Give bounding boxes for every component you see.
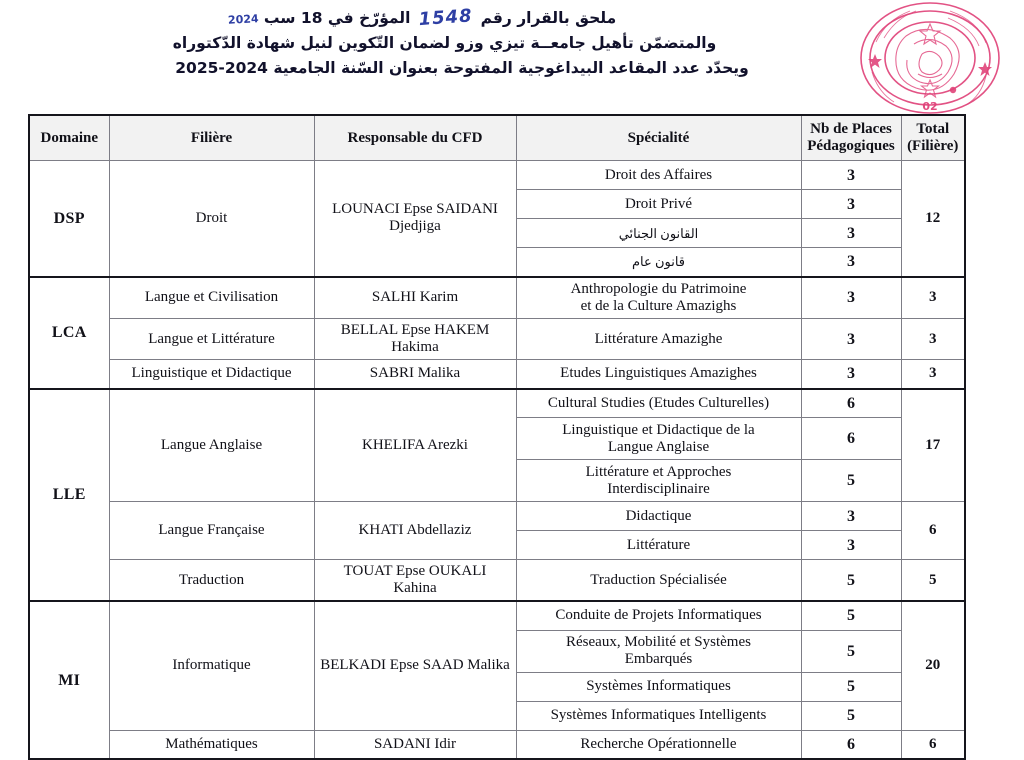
cell-total: 5	[901, 560, 965, 602]
col-header-places-line1: Nb de Places	[810, 121, 892, 137]
table-row	[29, 601, 965, 630]
cell-total: 3	[901, 277, 965, 319]
cell-places: 6	[801, 418, 901, 460]
cell-domaine: DSP	[29, 161, 109, 277]
responsable-line1: BELLAL Epse HAKEM	[340, 322, 490, 338]
cell-specialite: Systèmes Informatiques Intelligents	[516, 701, 801, 730]
table-header-row	[29, 115, 965, 161]
cell-total: 6	[901, 730, 965, 759]
decree-seats-line: ويحدّد عدد المقاعد البيداغوجية المفتوحة بعنوان السّنة الجامعية 2024-2025	[175, 59, 749, 77]
decree-year-handwritten: 2024	[227, 12, 259, 27]
specialite-line2: Langue Anglaise	[607, 438, 710, 455]
table-row	[29, 360, 965, 389]
responsable-line2: Kahina	[393, 580, 437, 596]
responsable-line1: KHELIFA Arezki	[362, 436, 468, 453]
cell-responsable	[314, 730, 516, 759]
cell-total: 12	[901, 161, 965, 277]
decree-prefix-text: ملحق بالقرار رقم	[480, 9, 617, 27]
cell-places: 5	[801, 460, 901, 502]
cell-places: 3	[801, 360, 901, 389]
responsable-line1: SADANI Idir	[373, 735, 457, 752]
pedagogical-seats-table	[28, 114, 966, 760]
table-row	[29, 161, 965, 190]
cell-filiere: Droit	[109, 161, 314, 277]
cell-specialite	[516, 418, 801, 460]
col-header-domaine: Domaine	[29, 115, 109, 161]
table-body	[29, 161, 965, 760]
specialite-line2: et de la Culture Amazighs	[580, 297, 737, 314]
cell-filiere: Langue Française	[109, 502, 314, 560]
cell-specialite: Droit Privé	[516, 190, 801, 219]
cell-specialite: القانون الجنائي	[516, 219, 801, 248]
table-row	[29, 560, 965, 602]
cell-domaine: LCA	[29, 277, 109, 389]
cell-filiere: Informatique	[109, 601, 314, 730]
cell-responsable	[314, 277, 516, 319]
cell-places: 3	[801, 248, 901, 277]
cell-responsable	[314, 601, 516, 730]
cell-specialite: Littérature Amazighe	[516, 319, 801, 360]
cell-filiere: Linguistique et Didactique	[109, 360, 314, 389]
cell-places: 3	[801, 319, 901, 360]
specialite-line1: Linguistique et Didactique de la	[562, 421, 755, 438]
cell-places: 3	[801, 277, 901, 319]
col-header-total-line2: (Filière)	[907, 138, 959, 154]
table-row	[29, 730, 965, 759]
cell-domaine: LLE	[29, 389, 109, 602]
cell-specialite: Didactique	[516, 502, 801, 531]
cell-places: 5	[801, 560, 901, 602]
cell-domaine: MI	[29, 601, 109, 759]
table-row	[29, 277, 965, 319]
responsable-line1: LOUNACI Epse SAIDANI	[332, 201, 498, 218]
cell-total: 6	[901, 502, 965, 560]
cell-places: 5	[801, 672, 901, 701]
responsable-line2: Djedjiga	[389, 218, 441, 235]
cell-places: 3	[801, 161, 901, 190]
table-row	[29, 502, 965, 531]
cell-specialite: قانون عام	[516, 248, 801, 277]
cell-places: 6	[801, 730, 901, 759]
cell-specialite	[516, 460, 801, 502]
cell-responsable	[314, 360, 516, 389]
specialite-line2: Embarqués	[624, 651, 693, 667]
col-header-places-line2: Pédagogiques	[807, 138, 895, 154]
col-header-places	[801, 115, 901, 161]
decree-number-handwritten: 1548	[417, 5, 474, 31]
cell-total: 17	[901, 389, 965, 502]
cell-total: 3	[901, 319, 965, 360]
cell-total: 20	[901, 601, 965, 730]
cell-places: 5	[801, 630, 901, 672]
cell-specialite: Recherche Opérationnelle	[516, 730, 801, 759]
cell-filiere: Langue et Civilisation	[109, 277, 314, 319]
responsable-line1: SABRI Malika	[369, 365, 461, 382]
cell-specialite: Systèmes Informatiques	[516, 672, 801, 701]
cell-filiere: Langue Anglaise	[109, 389, 314, 502]
responsable-line1: KHATI Abdellaziz	[358, 522, 472, 538]
col-header-filiere: Filière	[109, 115, 314, 161]
cell-specialite: Droit des Affaires	[516, 161, 801, 190]
table-header	[29, 115, 965, 161]
cell-specialite: Traduction Spécialisée	[516, 560, 801, 602]
decree-date-text: المؤرّخ في 18 سب	[263, 9, 411, 27]
responsable-line1: SALHI Karim	[371, 289, 459, 306]
cell-total: 3	[901, 360, 965, 389]
cell-specialite: Cultural Studies (Etudes Culturelles)	[516, 389, 801, 418]
cell-responsable	[314, 319, 516, 360]
col-header-total-line1: Total	[916, 121, 950, 137]
col-header-total	[901, 115, 965, 161]
specialite-line1: Littérature et Approches	[585, 463, 732, 480]
cell-responsable	[314, 560, 516, 602]
cell-places: 3	[801, 502, 901, 531]
cell-filiere: Traduction	[109, 560, 314, 602]
specialite-line2: Interdisciplinaire	[607, 480, 710, 497]
cell-specialite: Littérature	[516, 531, 801, 560]
cell-places: 5	[801, 701, 901, 730]
responsable-line1: BELKADI Epse SAAD Malika	[320, 657, 510, 674]
cell-places: 5	[801, 601, 901, 630]
cell-responsable	[314, 389, 516, 502]
col-header-specialite: Spécialité	[516, 115, 801, 161]
responsable-line2: Hakima	[391, 339, 439, 355]
cell-responsable	[314, 502, 516, 560]
decree-subject-line: والمتضمّن تأهيل جامعــة تيزي وزو لضمان التّكوين لنيل شهادة الدّكتوراه	[172, 34, 717, 52]
seats-table-container	[28, 114, 964, 760]
stamp-number: 02	[922, 100, 938, 113]
cell-specialite	[516, 277, 801, 319]
cell-places: 3	[801, 531, 901, 560]
specialite-line1: Anthropologie du Patrimoine	[570, 280, 747, 297]
cell-specialite	[516, 630, 801, 672]
responsable-line1: TOUAT Epse OUKALI	[343, 563, 487, 579]
decree-reference-line	[0, 7, 1024, 31]
table-row	[29, 389, 965, 418]
table-row	[29, 319, 965, 360]
document-header	[0, 0, 1024, 108]
cell-places: 3	[801, 219, 901, 248]
cell-specialite: Conduite de Projets Informatiques	[516, 601, 801, 630]
cell-places: 6	[801, 389, 901, 418]
cell-filiere: Langue et Littérature	[109, 319, 314, 360]
specialite-line1: Réseaux, Mobilité et Systèmes	[566, 634, 751, 650]
cell-places: 3	[801, 190, 901, 219]
cell-specialite: Etudes Linguistiques Amazighes	[516, 360, 801, 389]
cell-filiere: Mathématiques	[109, 730, 314, 759]
col-header-responsable: Responsable du CFD	[314, 115, 516, 161]
cell-responsable	[314, 161, 516, 277]
